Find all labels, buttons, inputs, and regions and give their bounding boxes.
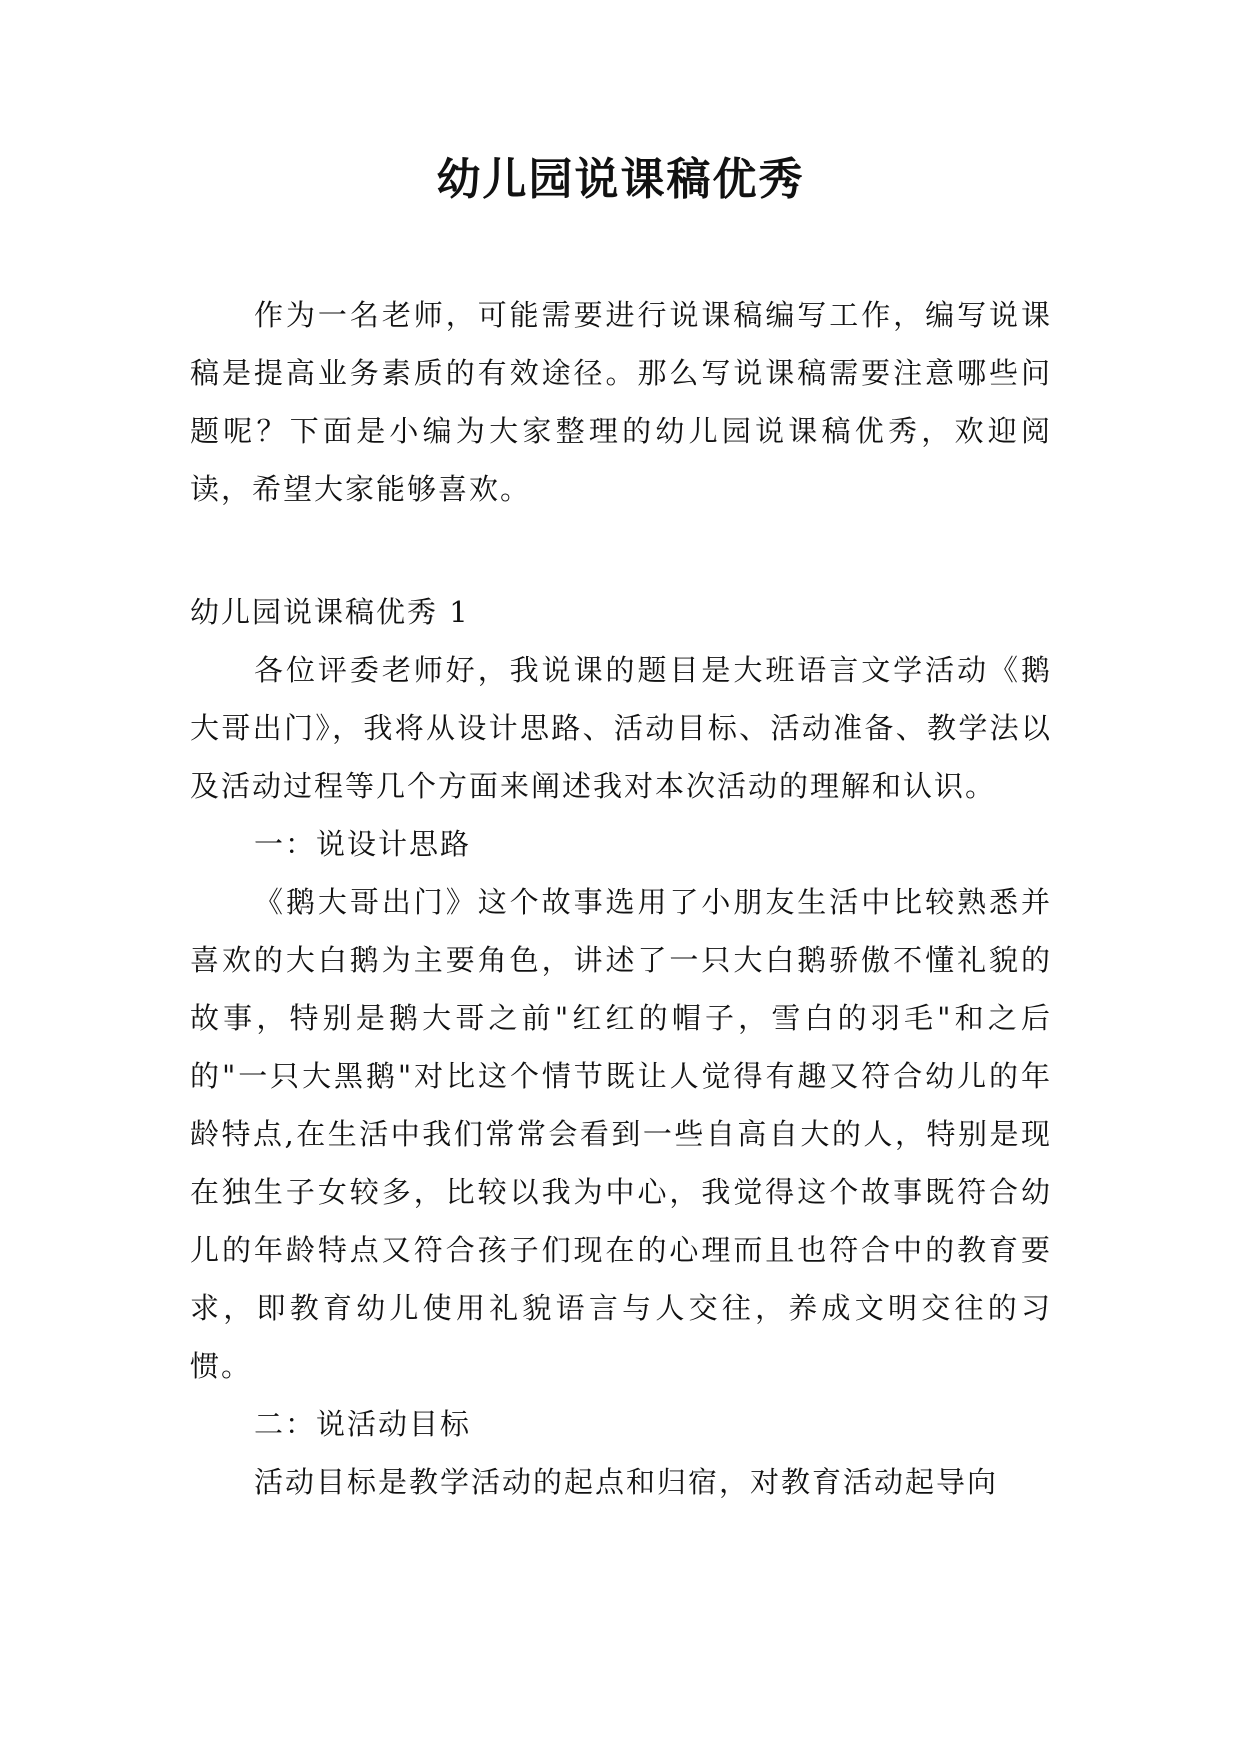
main-section	[190, 583, 1052, 1511]
intro-section	[190, 286, 1052, 518]
section-heading: 幼儿园说课稿优秀 1	[190, 595, 470, 629]
intro-paragraph: 作为一名老师，可能需要进行说课稿编写工作，编写说课稿是提高业务素质的有效途径。那么写说课稿需要注意哪些问题呢？下面是小编为大家整理的幼儿园说课稿优秀，欢迎阅读，希望大家能够喜欢。	[190, 298, 1052, 506]
paragraph-opening: 各位评委老师好，我说课的题目是大班语言文学活动《鹅大哥出门》，我将从设计思路、活动目标、活动准备、教学法以及活动过程等几个方面来阐述我对本次活动的理解和认识。	[190, 653, 1052, 803]
subheading-activity-goals: 二：说活动目标	[254, 1407, 472, 1441]
document-title: 幼儿园说课稿优秀	[436, 154, 805, 205]
paragraph-design-ideas: 《鹅大哥出门》这个故事选用了小朋友生活中比较熟悉并喜欢的大白鹅为主要角色，讲述了一只大白鹅骄傲不懂礼貌的故事，特别是鹅大哥之前"红红的帽子，雪白的羽毛"和之后的"一只大黑鹅"对比这个情节既让人觉得有趣又符合幼儿的年龄特点,在生活中我们常常会看到一些自高自大的人，特别是现在独生子女较多，比较以我为中心，我觉得这个故事既符合幼儿的年龄特点又符合孩子们现在的心理而且也符合中的教育要求，即教育幼儿使用礼貌语言与人交往，养成文明交往的习惯。	[190, 885, 1052, 1383]
paragraph-activity-goals: 活动目标是教学活动的起点和归宿，对教育活动起导向	[254, 1465, 999, 1499]
subheading-design-ideas: 一：说设计思路	[254, 827, 472, 861]
